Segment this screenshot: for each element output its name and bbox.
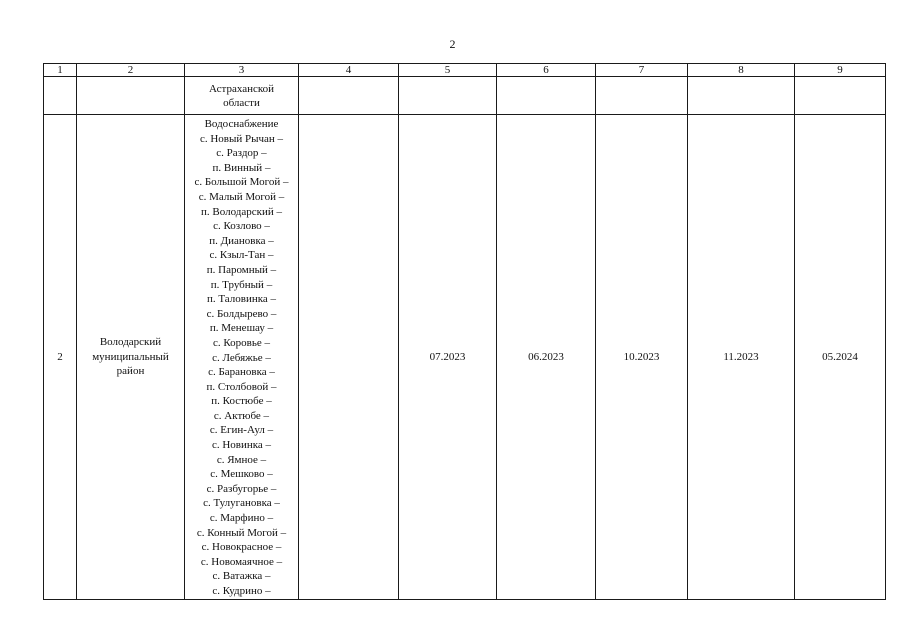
object-line: с. Мешково –: [210, 468, 273, 481]
date-cell-5: 07.2023: [399, 115, 497, 600]
column-header-2: 2: [77, 64, 185, 77]
object-line: с. Болдырево –: [206, 307, 277, 320]
object-line: с. Новинка –: [211, 439, 272, 452]
column-header-8: 8: [688, 64, 795, 77]
column-header-7: 7: [596, 64, 688, 77]
object-line: с. Раздор –: [216, 147, 267, 160]
column-header-1: 1: [44, 64, 77, 77]
column-header-6: 6: [497, 64, 596, 77]
row1-cell-6: [497, 77, 596, 115]
object-line: с. Актюбе –: [213, 409, 270, 422]
object-line: с. Егин-Аул –: [209, 424, 274, 437]
district-line: район: [116, 365, 145, 378]
object-line: с. Новый Рычан –: [199, 132, 284, 145]
row1-cell-2: [77, 77, 185, 115]
object-line: с. Коровье –: [212, 336, 270, 349]
column-header-5: 5: [399, 64, 497, 77]
object-line: п. Таловинка –: [206, 293, 277, 306]
object-line: п. Володарский –: [201, 205, 282, 218]
object-line: п. Диановка –: [209, 234, 274, 247]
object-list-cell: [185, 115, 299, 600]
row1-cell-8: [688, 77, 795, 115]
object-line: с. Марфино –: [209, 512, 274, 525]
row2-cell-4: [299, 115, 399, 600]
object-line: с. Ямное –: [216, 453, 267, 466]
object-line: с. Кудрино –: [212, 585, 271, 597]
object-line: Водоснабжение: [204, 118, 279, 130]
schedule-table: [43, 63, 886, 600]
page-number: 2: [449, 37, 456, 51]
object-line: с. Лебяжье –: [212, 351, 271, 364]
date-cell-8: 11.2023: [688, 115, 795, 600]
object-line: с. Барановка –: [208, 366, 275, 379]
object-line: с. Новомаячное –: [200, 555, 283, 568]
table-row: [44, 77, 886, 115]
object-line: с. Ватажка –: [212, 570, 271, 583]
object-line: с. Новокрасное –: [201, 541, 282, 554]
header-row: [44, 64, 886, 77]
object-line: п. Трубный –: [210, 278, 273, 291]
table-row: [44, 115, 886, 600]
row1-cell-9: [795, 77, 886, 115]
object-line: п. Винный –: [212, 161, 271, 174]
region-line: области: [223, 96, 260, 109]
object-line: п. Паромный –: [206, 263, 277, 276]
date-cell-6: 06.2023: [497, 115, 596, 600]
district-cell: [77, 115, 185, 600]
row1-region-cell: [185, 77, 299, 115]
district-line: муниципальный: [92, 350, 169, 363]
object-line: с. Козлово –: [213, 220, 270, 233]
region-line: Астраханской: [208, 82, 275, 95]
object-line: п. Столбовой –: [206, 380, 277, 393]
object-line: п. Менешау –: [209, 322, 274, 335]
object-line: с. Большой Могой –: [194, 176, 289, 189]
column-header-9: 9: [795, 64, 886, 77]
row1-cell-7: [596, 77, 688, 115]
row1-cell-4: [299, 77, 399, 115]
column-header-4: 4: [299, 64, 399, 77]
object-line: с. Тулугановка –: [203, 497, 280, 510]
object-line: п. Костюбе –: [211, 395, 272, 408]
district-line: Володарский: [99, 335, 162, 348]
date-cell-7: 10.2023: [596, 115, 688, 600]
object-line: с. Малый Могой –: [198, 190, 285, 203]
row1-cell-5: [399, 77, 497, 115]
object-line: с. Разбугорье –: [206, 482, 277, 495]
date-cell-9: 05.2024: [795, 115, 886, 600]
column-header-3: 3: [185, 64, 299, 77]
object-line: с. Кзыл-Тан –: [209, 249, 274, 262]
row-number-cell: 2: [44, 115, 77, 600]
object-line: с. Конный Могой –: [196, 526, 287, 539]
row1-cell-1: [44, 77, 77, 115]
